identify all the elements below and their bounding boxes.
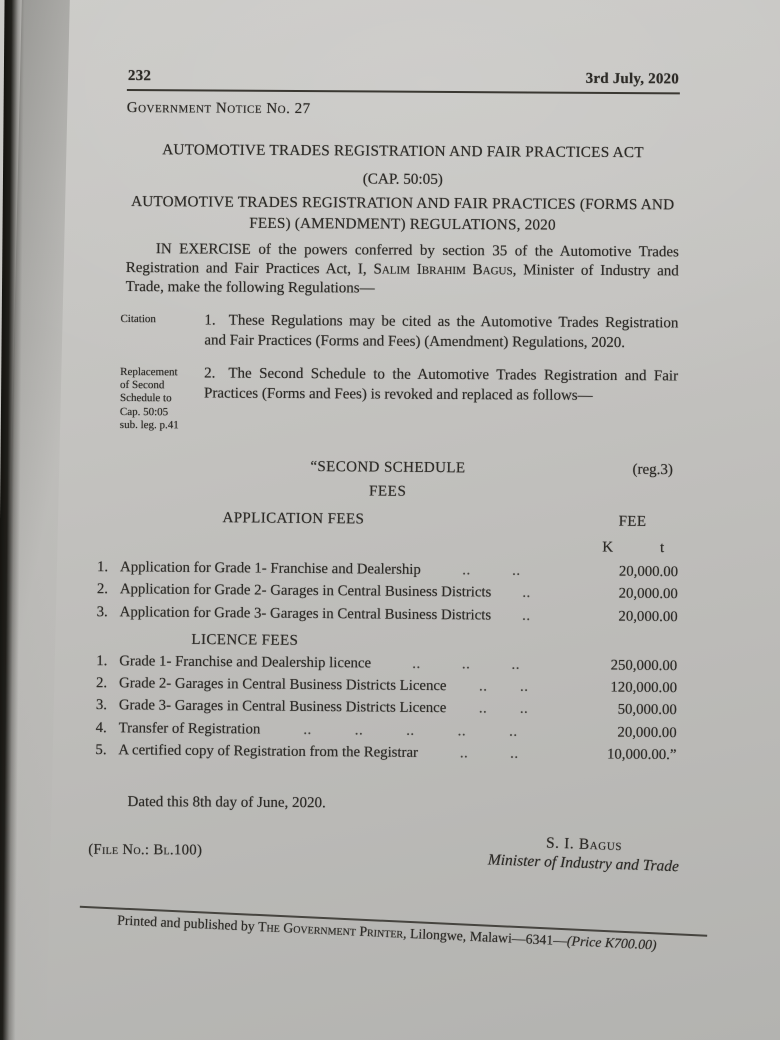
fee-row-leader-dots <box>446 675 561 698</box>
provision-2-body <box>204 364 678 435</box>
fee-row-number: 2. <box>95 675 108 692</box>
schedule-reg-ref: (reg.3) <box>632 461 674 479</box>
signature-block <box>476 832 692 877</box>
fee-row-amount: 20,000.00 <box>618 585 678 603</box>
preamble <box>126 240 679 300</box>
provision-citation <box>120 311 679 353</box>
fee-row-label: A certified copy of Registration from the Registrar <box>118 742 419 761</box>
signatory-title: Minister of Industry and Trade <box>487 851 680 876</box>
leader-dots: .. <box>459 745 469 762</box>
preamble-tail: , Minister of Industry and Trade, make the following Regulations— <box>125 262 679 297</box>
fee-row-label: Grade 1- Franchise and Dealership licence <box>119 653 372 672</box>
provision-2-text: The Second Schedule to the Automotive Trades Registration and Fair Practices (Forms and Fees) is revoked and replaced as follows— <box>203 365 679 404</box>
fee-row-leader-dots <box>491 604 562 627</box>
fee-row-label: Application for Grade 2- Garages in Central Business Districts <box>119 581 492 601</box>
currency-tambala: t <box>660 539 665 557</box>
leader-dots: .. <box>519 678 529 696</box>
fee-row-amount: 10,000.00.” <box>606 746 677 764</box>
fee-row <box>92 739 678 766</box>
leader-dots: .. <box>461 656 471 673</box>
fee-row-amount: 20,000.00 <box>617 724 677 741</box>
fee-row-label: Application for Grade 1- Franchise and Dealership <box>119 559 421 578</box>
fee-row-label: Transfer of Registration <box>118 720 261 738</box>
fee-row-leader-dots <box>260 718 561 743</box>
imprint-pre: Printed and published by <box>116 912 259 935</box>
fee-row-amount: 20,000.00 <box>618 563 679 581</box>
application-fees-table <box>94 556 681 628</box>
fee-row <box>94 601 680 628</box>
leader-dots: .. <box>457 723 467 740</box>
currency-header-spacer <box>94 535 562 556</box>
leader-dots: .. <box>479 678 488 695</box>
preamble-lead: IN EXERCISE <box>155 241 251 258</box>
minister-name: Salim Ibrahim Bagus <box>373 261 513 279</box>
leader-dots: .. <box>510 745 519 762</box>
fee-row-number: 3. <box>96 603 108 620</box>
application-fees-heading: APPLICATION FEES <box>222 510 365 528</box>
currency-kwacha: K <box>602 539 614 556</box>
leader-dots: .. <box>478 700 488 717</box>
fee-row-label: Application for Grade 3- Garages in Central Business Districts <box>119 603 492 624</box>
fee-row-amount: 20,000.00 <box>618 608 678 625</box>
leader-dots: .. <box>511 656 521 673</box>
fee-row-leader-dots <box>418 742 561 766</box>
fee-row-label: Grade 3- Garages in Central Business Districts Licence <box>118 697 447 717</box>
second-schedule <box>92 457 681 766</box>
leader-dots: .. <box>522 607 531 624</box>
fee-row-number: 2. <box>96 581 109 598</box>
licence-fees-heading: LICENCE FEES <box>191 631 299 649</box>
provision-1-text: These Regulations may be cited as the Automotive Trades Registration and Fair Practices (Forms and Fees) (Amendment) Regulations, 2020. <box>204 312 679 351</box>
fee-row-leader-dots <box>446 698 561 721</box>
imprint-line <box>79 911 707 956</box>
fee-row-leader-dots <box>421 559 562 583</box>
leader-dots: .. <box>509 723 518 740</box>
page-number: 232 <box>127 68 152 85</box>
leader-dots: .. <box>519 701 529 718</box>
schedule-subheading: FEES <box>368 483 407 500</box>
imprint-printer: The Government Printer <box>257 919 404 942</box>
schedule-heading-row <box>95 457 681 479</box>
imprint-post: , Lilongwe, Malawi—6341— <box>402 926 568 949</box>
preamble-mid: of the powers conferred by section 35 of the Automotive Trades Registration and Fair Practices Act, I, <box>125 241 679 278</box>
fee-row-number: 5. <box>95 742 107 759</box>
fee-row-leader-dots <box>491 582 562 605</box>
imprint-price: (Price K700.00) <box>566 933 657 953</box>
provision-1-body <box>204 311 678 353</box>
cap-number: (CAP. 50:05) <box>362 170 443 188</box>
fee-row-number: 3. <box>95 697 108 714</box>
fee-row-number: 4. <box>95 719 107 736</box>
file-number: (File No.: Bl.100) <box>88 842 203 859</box>
notice-number: Government Notice No. 27 <box>126 99 311 118</box>
fee-row-number: 1. <box>96 652 108 670</box>
provision-replacement <box>119 364 679 435</box>
regulations-title: AUTOMOTIVE TRADES REGISTRATION AND FAIR PRACTICES (FORMS AND FEES) (AMENDMENT) REGULATIONS, 2020 <box>131 193 675 234</box>
leader-dots: .. <box>354 722 364 739</box>
margin-note-replacement: Replacement of Second Schedule to Cap. 50:05 sub. leg. p.41 <box>119 365 179 432</box>
imprint-footer <box>79 906 707 956</box>
page-content <box>88 68 680 953</box>
provision-1-number: 1. <box>204 312 216 329</box>
fee-row-amount: 120,000.00 <box>610 679 678 697</box>
fee-row-amount: 50,000.00 <box>617 702 677 719</box>
leader-dots: .. <box>462 562 471 579</box>
fee-column-heading: FEE <box>618 513 647 530</box>
dated-line: Dated this 8th day of June, 2020. <box>127 794 326 812</box>
leader-dots: .. <box>303 721 312 738</box>
provision-2-number: 2. <box>204 365 216 382</box>
signatory-name: S. I. Bagus <box>545 834 623 855</box>
application-fees-header-row <box>94 509 680 531</box>
fee-row-number: 1. <box>96 559 109 576</box>
leader-dots: .. <box>512 562 521 579</box>
currency-header-cell <box>562 539 680 557</box>
act-title: AUTOMOTIVE TRADES REGISTRATION AND FAIR PRACTICES ACT <box>162 141 644 162</box>
leader-dots: .. <box>522 585 531 602</box>
leader-dots: .. <box>412 655 421 672</box>
schedule-title: “SECOND SCHEDULE <box>310 458 466 477</box>
licence-fees-table <box>92 650 679 767</box>
fee-row-label: Grade 2- Garages in Central Business Districts Licence <box>118 675 447 695</box>
header-date: 3rd July, 2020 <box>585 70 679 88</box>
fee-row-leader-dots <box>371 652 561 676</box>
fee-row-amount: 250,000.00 <box>610 657 678 675</box>
leader-dots: .. <box>406 722 415 739</box>
closing-row <box>88 833 680 876</box>
margin-note-citation: Citation <box>120 312 156 326</box>
currency-header-row <box>94 535 680 557</box>
